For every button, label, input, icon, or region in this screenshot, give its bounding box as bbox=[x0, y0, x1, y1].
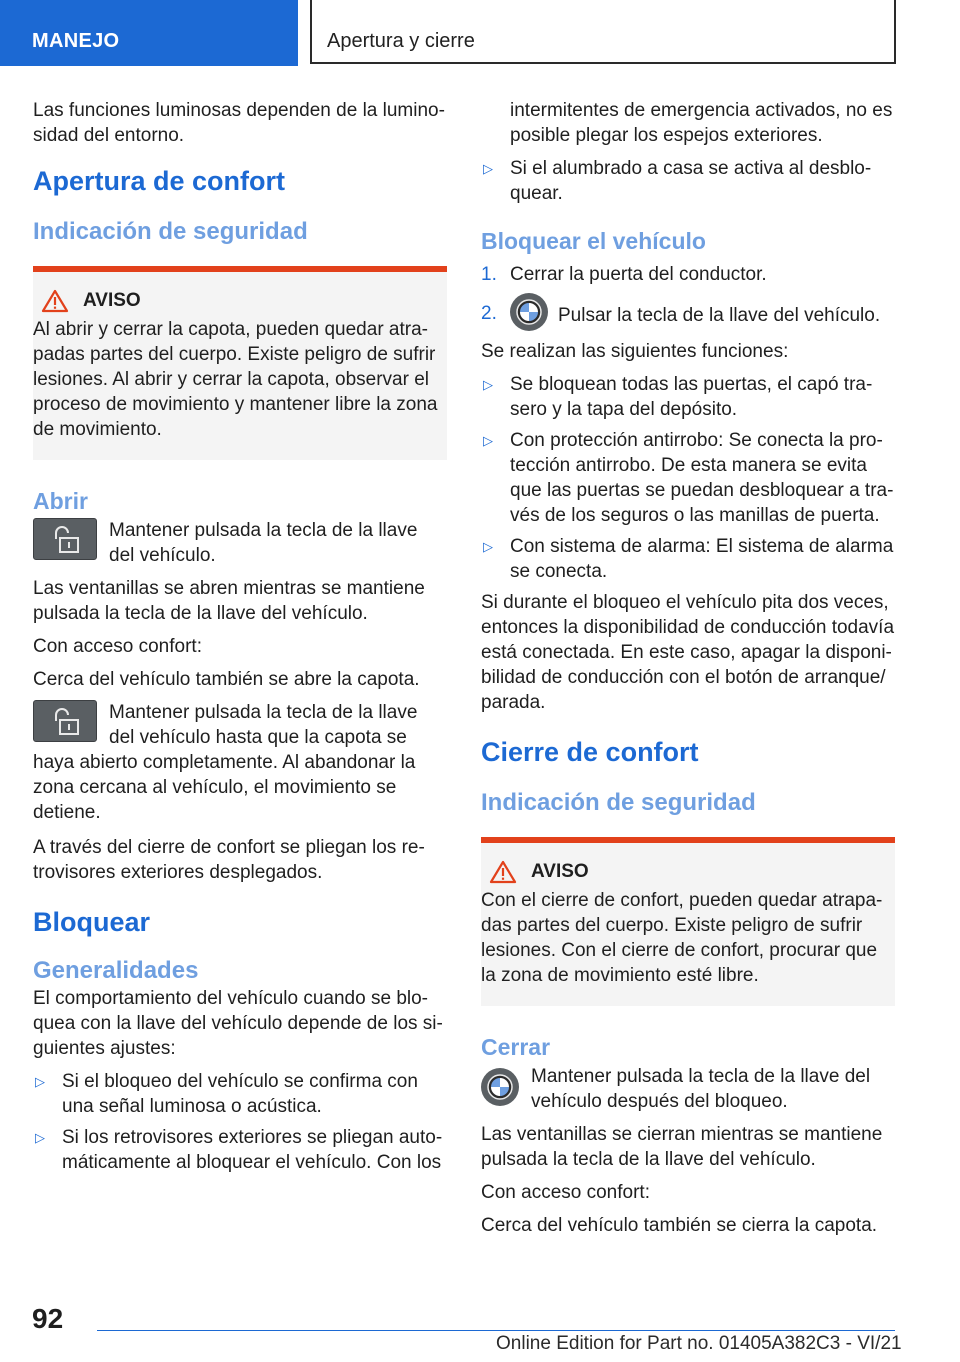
warning-triangle-icon bbox=[489, 860, 517, 884]
page-number: 92 bbox=[32, 1303, 64, 1334]
heading-comfort-close: Cierre de confort bbox=[481, 737, 699, 767]
warning-title: AVISO bbox=[531, 861, 589, 882]
close-paragraph-2: Con acceso confort: bbox=[481, 1182, 650, 1203]
close-paragraph-3: Cerca del vehículo también se cierra la capota. bbox=[481, 1215, 878, 1236]
list-item: ▷ Se bloquean todas las puertas, el capó tra-sero y la tapa del depósito. bbox=[483, 374, 873, 420]
list-item: ▷ Con sistema de alarma: El sistema de alarma se conecta. bbox=[483, 536, 894, 582]
open-key-text-2: Mantener pulsada la tecla de la llave del vehículo hasta que la capota se haya abierto completamente. Al abandonar la zona cercana al vehículo, el movimiento se detiene. bbox=[33, 702, 418, 823]
heading-lock: Bloquear bbox=[33, 907, 151, 937]
functions-list bbox=[481, 372, 895, 584]
open-paragraph-2: Con acceso confort: bbox=[33, 636, 202, 657]
close-key-paragraph bbox=[481, 1064, 895, 1114]
heading-open: Abrir bbox=[33, 488, 88, 514]
section-tab: MANEJO bbox=[0, 0, 298, 66]
triangle-bullet-icon: ▷ bbox=[483, 161, 493, 176]
functions-paragraph: Si durante el bloqueo el vehículo pita dos veces, entonces la disponibilidad de conducción todavía está conectada. En este caso, apagar la disponi-bilidad de conducción con el botón de arranque/ parada. bbox=[481, 592, 895, 713]
warning-title: AVISO bbox=[83, 290, 141, 311]
triangle-bullet-icon: ▷ bbox=[483, 377, 493, 392]
open-paragraph-4: A través del cierre de confort se pliegan los re-trovisores exteriores desplegados. bbox=[33, 837, 425, 883]
warning-text: Al abrir y cerrar la capota, pueden quedar atra-padas partes del cuerpo. Existe peligro de sufrir lesiones. Al abrir y cerrar la capota, observar el proceso de movimiento y mantener libre la zona de movimiento. bbox=[33, 319, 438, 440]
general-list bbox=[33, 1069, 447, 1175]
intro-paragraph: Las funciones luminosas dependen de la lumino-sidad del entorno. bbox=[33, 100, 445, 146]
open-key-text: Mantener pulsada la tecla de la llave del vehículo. bbox=[109, 520, 418, 566]
warning-box bbox=[33, 266, 447, 460]
step-item: 2. Pulsar la tecla de la llave del vehículo. bbox=[481, 301, 895, 331]
triangle-bullet-icon: ▷ bbox=[483, 539, 493, 554]
heading-lock-vehicle: Bloquear el vehículo bbox=[481, 228, 706, 254]
warning-box-2 bbox=[481, 837, 895, 1006]
chapter-title: Apertura y cierre bbox=[310, 0, 896, 64]
list-item: ▷ Si el alumbrado a casa se activa al desblo-quear. bbox=[483, 158, 872, 204]
open-paragraph-1: Las ventanillas se abren mientras se mantiene pulsada la tecla de la llave del vehículo. bbox=[33, 578, 425, 624]
warning-triangle-icon bbox=[41, 289, 69, 313]
step-item: 1. Cerrar la puerta del conductor. bbox=[481, 264, 767, 285]
close-key-text: Mantener pulsada la tecla de la llave del vehículo después del bloqueo. bbox=[531, 1066, 871, 1112]
footer-divider bbox=[97, 1330, 895, 1331]
heading-safety-note: Indicación de seguridad bbox=[33, 218, 308, 245]
continued-text: intermitentes de emergencia activados, no es posible plegar los espejos exteriores. bbox=[510, 100, 893, 146]
left-column bbox=[33, 98, 447, 1181]
triangle-bullet-icon: ▷ bbox=[483, 433, 493, 448]
warning-text: Con el cierre de confort, pueden quedar atrapa-das partes del cuerpo. Existe peligro de sufrir lesiones. Con el cierre de confort, procurar que la zona de movimiento esté libre. bbox=[481, 890, 883, 986]
functions-intro: Se realizan las siguientes funciones: bbox=[481, 341, 789, 362]
right-column bbox=[481, 98, 895, 1246]
list-item: ▷ Con protección antirrobo: Se conecta la pro-tección antirrobo. De esta manera se evita que las puertas se puedan desbloquear a tra-vés de los seguros o las manillas de puerta. bbox=[483, 430, 894, 526]
bmw-roundel-key-icon bbox=[510, 293, 548, 331]
triangle-bullet-icon: ▷ bbox=[35, 1130, 45, 1145]
general-paragraph: El comportamiento del vehículo cuando se blo-quea con la llave del vehículo depende de los si-guientes ajustes: bbox=[33, 988, 443, 1059]
lock-steps bbox=[481, 262, 895, 331]
close-paragraph-1: Las ventanillas se cierran mientras se mantiene pulsada la tecla de la llave del vehículo. bbox=[481, 1124, 883, 1170]
unlock-key-icon bbox=[33, 700, 97, 742]
heading-general: Generalidades bbox=[33, 957, 199, 984]
heading-close: Cerrar bbox=[481, 1034, 551, 1060]
continued-list bbox=[481, 156, 895, 206]
triangle-bullet-icon: ▷ bbox=[35, 1074, 45, 1089]
heading-comfort-open: Apertura de confort bbox=[33, 166, 286, 196]
page-header bbox=[0, 0, 960, 66]
list-item: ▷ Si los retrovisores exteriores se pliegan auto-máticamente al bloquear el vehículo. Con los bbox=[35, 1127, 443, 1173]
heading-safety-note-2: Indicación de seguridad bbox=[481, 789, 756, 816]
list-item: ▷ Si el bloqueo del vehículo se confirma con una señal luminosa o acústica. bbox=[35, 1071, 418, 1117]
unlock-key-icon bbox=[33, 518, 97, 560]
edition-text: Online Edition for Part no. 01405A382C3 - VI/21 bbox=[496, 1333, 902, 1354]
open-key-paragraph-2 bbox=[33, 700, 447, 825]
open-key-paragraph bbox=[33, 518, 447, 568]
bmw-roundel-key-icon bbox=[481, 1068, 519, 1106]
open-paragraph-3: Cerca del vehículo también se abre la capota. bbox=[33, 669, 420, 690]
